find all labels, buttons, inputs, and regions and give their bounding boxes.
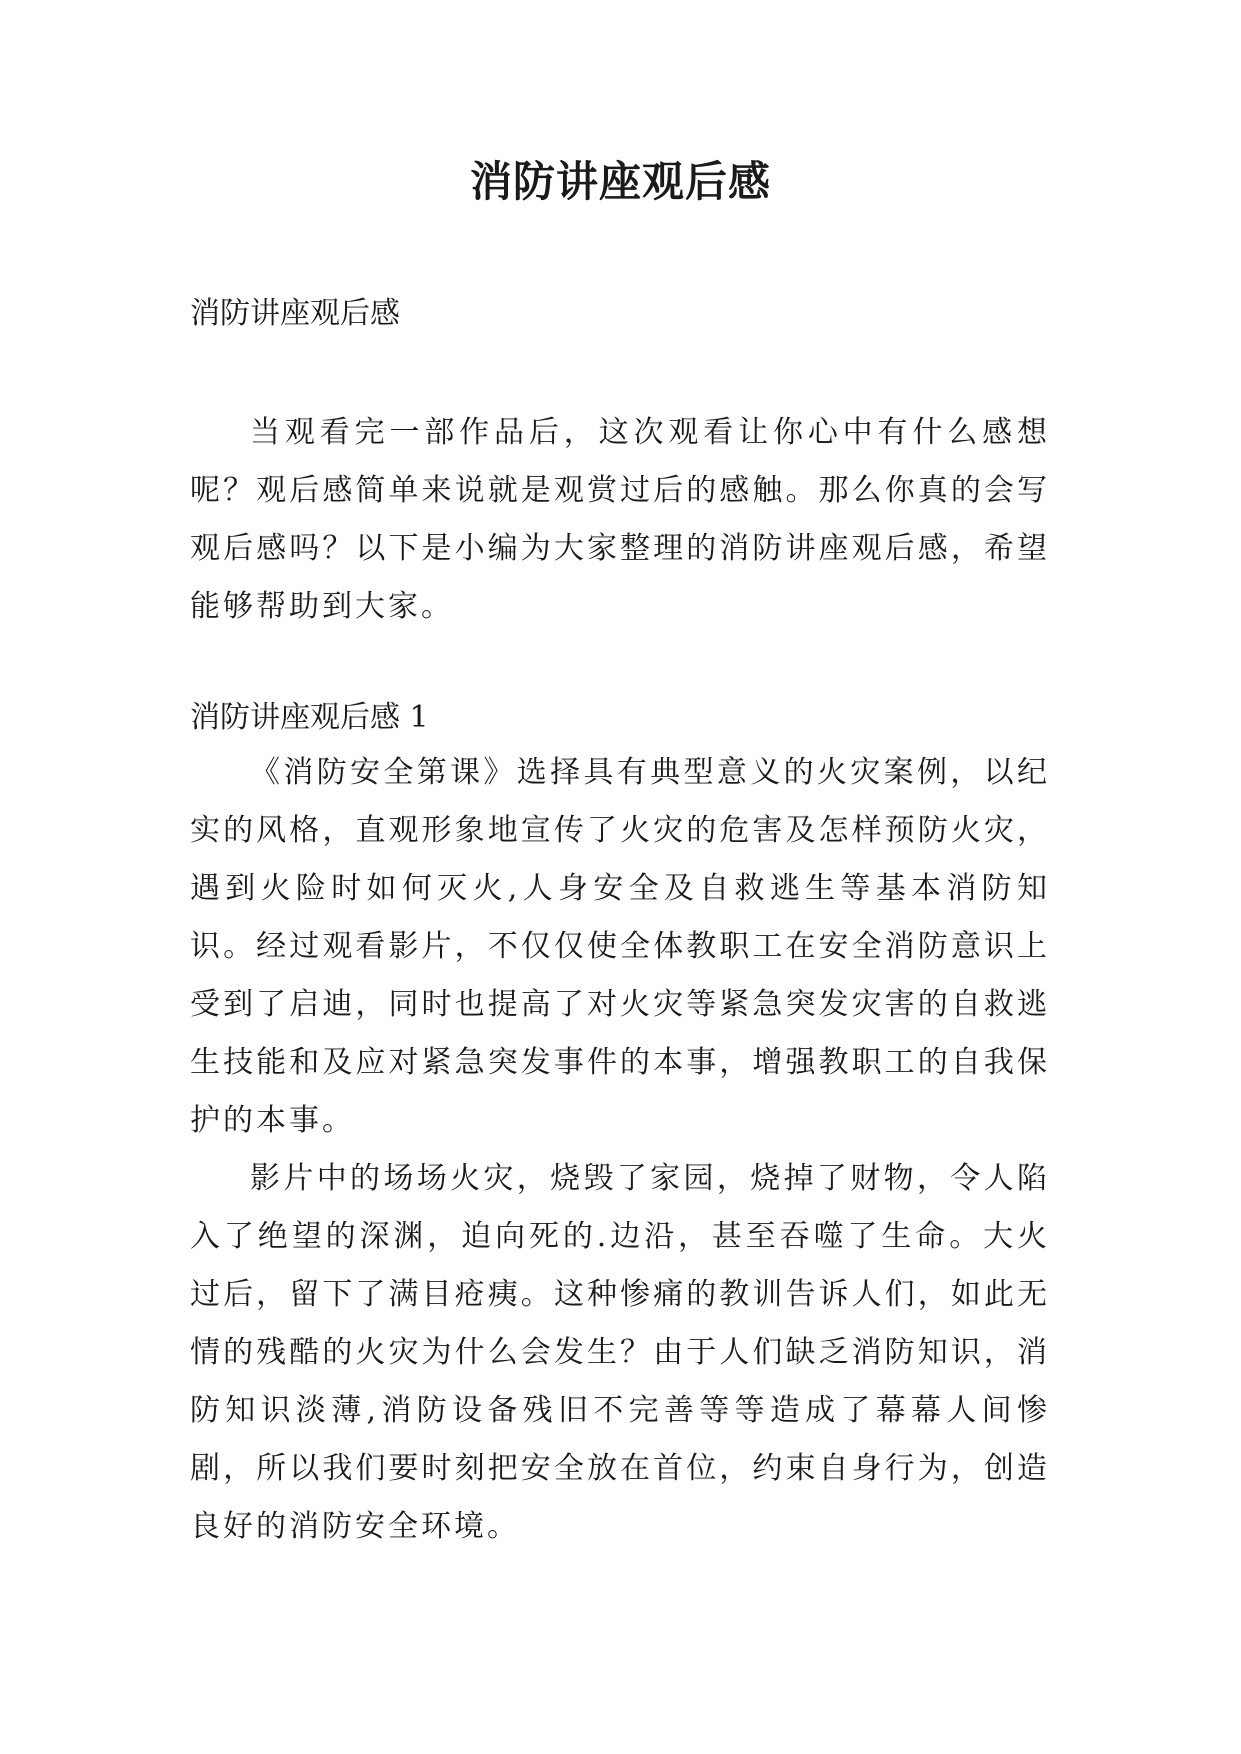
intro-block bbox=[190, 404, 1050, 636]
document-title: 消防讲座观后感 bbox=[469, 157, 771, 206]
section-1-paragraph: 《消防安全第课》选择具有典型意义的火灾案例，以纪实的风格，直观形象地宣传了火灾的危害及怎样预防火灾，遇到火险时如何灭火,人身安全及自救逃生等基本消防知识。经过观看影片，不仅仅使全体教职工在安全消防意识上受到了启迪，同时也提高了对火灾等紧急突发灾害的自救逃生技能和及应对紧急突发事件的本事，增强教职工的自我保护的本事。 bbox=[190, 755, 1050, 1138]
intro-paragraph: 当观看完一部作品后，这次观看让你心中有什么感想呢？观后感简单来说就是观赏过后的感触。那么你真的会写观后感吗？以下是小编为大家整理的消防讲座观后感，希望能够帮助到大家。 bbox=[190, 415, 1050, 624]
section-1-body bbox=[190, 744, 1050, 1556]
section-1-heading: 消防讲座观后感 1 bbox=[190, 700, 429, 735]
document-subtitle: 消防讲座观后感 bbox=[190, 296, 400, 331]
section-1-paragraph: 影片中的场场火灾，烧毁了家园，烧掉了财物，令人陷入了绝望的深渊，迫向死的.边沿，甚至吞噬了生命。大火过后，留下了满目疮痍。这种惨痛的教训告诉人们，如此无情的残酷的火灾为什么会发生？由于人们缺乏消防知识，消防知识淡薄,消防设备残旧不完善等等造成了幕幕人间惨剧，所以我们要时刻把安全放在首位，约束自身行为，创造良好的消防安全环境。 bbox=[190, 1161, 1050, 1544]
